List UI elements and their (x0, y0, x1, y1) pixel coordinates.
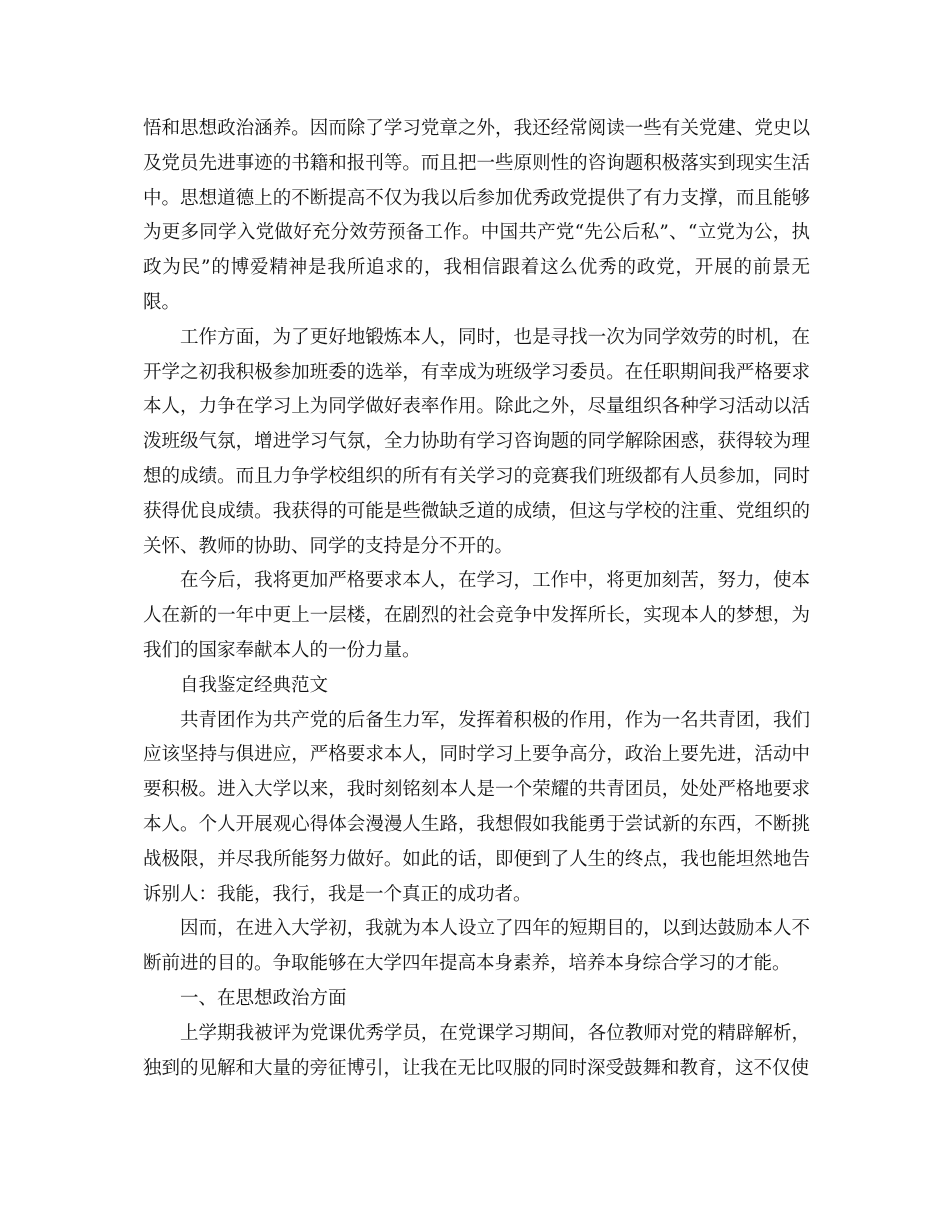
paragraph-future: 在今后，我将更加严格要求本人，在学习，工作中，将更加刻苦，努力，使本人在新的一年中更上一层楼，在剧烈的社会竞争中发挥所长，实现本人的梦想，为我们的国家奉献本人的一份力量。 (143, 570, 810, 661)
paragraph-party-course: 上学期我被评为党课优秀学员，在党课学习期间，各位教师对党的精辟解析，独到的见解和大量的旁征博引，让我在无比叹服的同时深受鼓舞和教育，这不仅使 (143, 1022, 810, 1079)
paragraph-youth-league: 共青团作为共产党的后备生力军，发挥着积极的作用，作为一名共青团，我们应该坚持与俱进应，严格要求本人，同时学习上要争高分，政治上要先进，活动中要积极。进入大学以来，我时刻铭刻本人是一个荣耀的共青团员，处处严格地要求本人。个人开展观心得体会漫漫人生路，我想假如我能勇于尝试新的东西，不断挑战极限，并尽我所能努力做好。如此的话，即便到了人生的终点，我也能坦然地告诉别人：我能，我行，我是一个真正的成功者。 (143, 709, 810, 905)
section-heading-political: 一、在思想政治方面 (180, 987, 347, 1009)
section-heading-classic-sample: 自我鉴定经典范文 (180, 674, 329, 696)
document-body (143, 112, 810, 1086)
paragraph-continuation: 悟和思想政治涵养。因而除了学习党章之外，我还经常阅读一些有关党建、党史以及党员先进事迹的书籍和报刊等。而且把一些原则性的咨询题积极落实到现实生活中。思想道德上的不断提高不仅为我以后参加优秀政党提供了有力支撑，而且能够为更多同学入党做好充分效劳预备工作。中国共产党“先公后私”、“立党为公，执政为民”的博爱精神是我所追求的，我相信跟着这么优秀的政党，开展的前景无限。 (143, 118, 810, 313)
paragraph-work: 工作方面，为了更好地锻炼本人，同时，也是寻找一次为同学效劳的时机，在开学之初我积极参加班委的选举，有幸成为班级学习委员。在任职期间我严格要求本人，力争在学习上为同学做好表率作用。除此之外，尽量组织各种学习活动以活泼班级气氛，增进学习气氛，全力协助有学习咨询题的同学解除困惑，获得较为理想的成绩。而且力争学校组织的所有有关学习的竞赛我们班级都有人员参加，同时获得优良成绩。我获得的可能是些微缺乏道的成绩，但这与学校的注重、党组织的关怀、教师的协助、同学的支持是分不开的。 (143, 326, 810, 557)
paragraph-goals: 因而，在进入大学初，我就为本人设立了四年的短期目的，以到达鼓励本人不断前进的目的。争取能够在大学四年提高本身素养，培养本身综合学习的才能。 (143, 918, 810, 975)
